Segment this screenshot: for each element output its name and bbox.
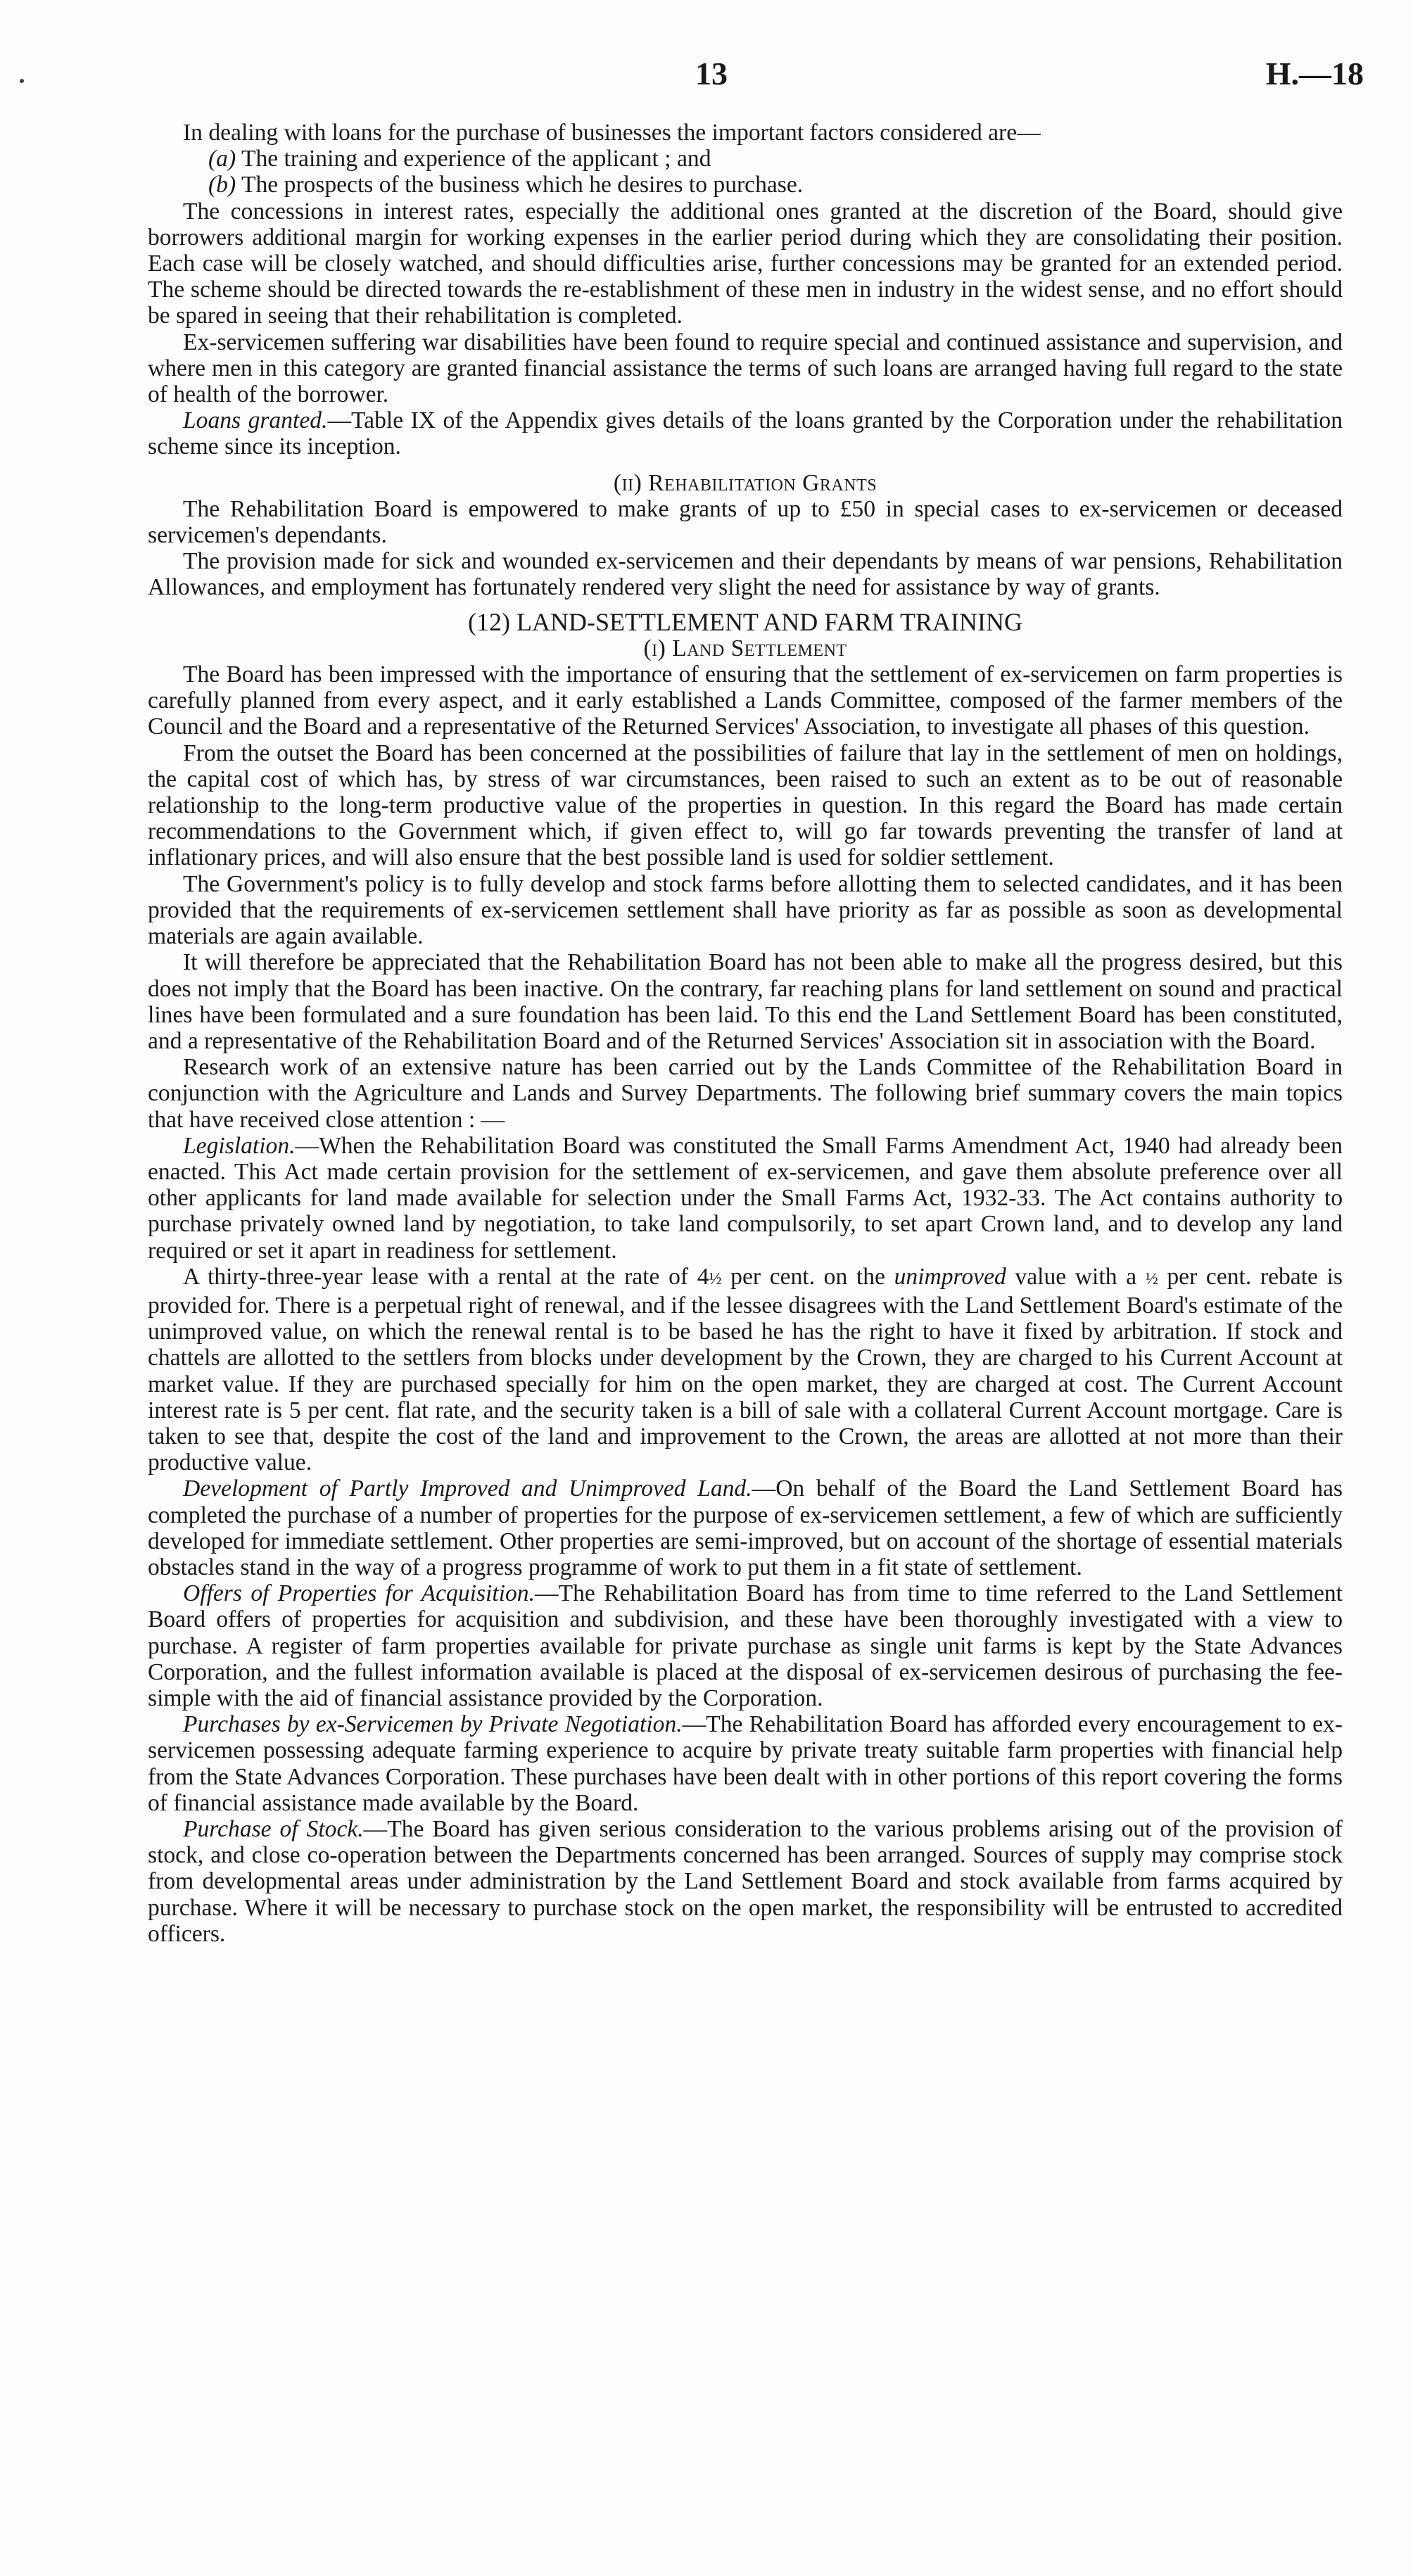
paragraph-text: —The Board has given serious consideration to the various problems arising out of the provision of stock, and close co-operation between the Departments concerned has been arranged. Sources of supply may comprise stock from developmental areas under administration by the Land Settlement Board and stock available from farms acquired by purchase. Where it will be necessary to purchase stock on the open market, the responsibility will be entrusted to accredited officers. (148, 1816, 1343, 1947)
paragraph-text: —On behalf of the Board the Land Settlement Board has completed the purchase of a number of properties for the purpose of ex-servicemen settlement, a few of which are sufficiently developed for immediate settlement. Other properties are semi-improved, but on account of the shortage of essential materials obstacles stand in the way of a progress programme of work to put them in a fit state of settlement. (148, 1476, 1343, 1580)
margin-dot (20, 79, 24, 83)
list-item-a (148, 146, 1343, 172)
paragraph-text: —The Rehabilitation Board has from time to time referred to the Land Settlement Board offers of properties for acquisition and subdivision, and these have been thoroughly investigated with a view to purchase. A register of farm properties available for private purchase as single unit farms is kept by the State Advances Corporation, and the fullest information available is placed at the disposal of ex-servicemen desirous of purchasing the fee-simple with the aid of financial assistance provided by the Corporation. (148, 1580, 1343, 1711)
paragraph-government-policy: The Government's policy is to fully develop and stock farms before allotting them to selected candidates, and it has been provided that the requirements of ex-servicemen settlement shall have priority as far as possible as soon as developmental materials are again available. (148, 870, 1343, 950)
paragraph-disabilities: Ex-servicemen suffering war disabilities have been found to require special and continued assistance and supervision, and where men in this category are granted financial assistance the terms of such loans are arranged having full regard to the state of health of the borrower. (148, 329, 1343, 408)
list-item-b (148, 172, 1343, 198)
fraction: ½ (1145, 1269, 1158, 1288)
paragraph-offers (148, 1580, 1343, 1711)
document-reference: H.—18 (1265, 56, 1364, 91)
paragraph-development (148, 1476, 1343, 1580)
paragraph-lands-committee: The Board has been impressed with the importance of ensuring that the settlement of ex-servicemen on farm properties is carefully planned from every aspect, and it early established a Lands Committee, composed of the farmer members of the Council and the Board and a representative of the Returned Services' Association, to investigate all phases of this question. (148, 661, 1343, 740)
page-number: 13 (695, 56, 728, 91)
heading-rehabilitation-grants: (ii) Rehabilitation Grants (613, 469, 877, 496)
run-in-heading: Loans granted. (183, 407, 328, 434)
fraction: ½ (709, 1269, 722, 1288)
paragraph-private-negotiation (148, 1711, 1343, 1816)
text-run: value with a (1006, 1263, 1146, 1290)
paragraph-research: Research work of an extensive nature has been carried out by the Lands Committee of the Rehabilitation Board in conjunction with the Agriculture and Lands and Survey Departments. The following brief summary covers the main topics that have received close attention : — (148, 1054, 1343, 1133)
paragraph-grants-power: The Rehabilitation Board is empowered to make grants of up to £50 in special cases to ex-servicemen or deceased servicemen's dependants. (148, 495, 1343, 549)
heading-land-settlement: (i) Land Settlement (643, 635, 847, 661)
run-in-heading: Development of Partly Improved and Unimproved Land. (183, 1476, 752, 1502)
run-in-heading: Offers of Properties for Acquisition. (183, 1580, 535, 1607)
run-in-heading: Legislation. (183, 1132, 296, 1159)
paragraph-text: —The Rehabilitation Board has afforded every encouragement to ex-servicemen possessing adequate farming experience to acquire by private treaty suitable farm properties with financial help from the State Advances Corporation. These purchases have been dealt with in other portions of this report covering the forms of financial assistance made available by the Board. (148, 1711, 1343, 1816)
list-item-a-label: (a) (208, 146, 236, 172)
paragraph-text: —When the Rehabilitation Board was constituted the Small Farms Amendment Act, 1940 had already been enacted. This Act made certain provision for the settlement of ex-servicemen, and gave them absolute preference over all other applicants for land made available for selection under the Small Farms Act, 1932-33. The Act contains authority to purchase privately owned land by negotiation, to take land compulsorily, to set apart Crown land, and to develop any land required or set it apart in readiness for settlement. (148, 1132, 1343, 1264)
paragraph-purchase-stock (148, 1816, 1343, 1947)
paragraph-concessions: The concessions in interest rates, especially the additional ones granted at the discretion of the Board, should give borrowers additional margin for working expenses in the earlier period during which they are consolidating their position. Each case will be closely watched, and should difficulties arise, further concessions may be granted for an extended period. The scheme should be directed towards the re-establishment of these men in industry in the widest sense, and no effort should be spared in seeing that their rehabilitation is completed. (148, 198, 1343, 329)
paragraph-loans-intro: In dealing with loans for the purchase of businesses the important factors considered are— (183, 120, 1041, 146)
paragraph-legislation (148, 1133, 1343, 1264)
paragraph-loans-granted (148, 407, 1343, 459)
paragraph-grants-provision: The provision made for sick and wounded ex-servicemen and their dependants by means of war pensions, Rehabilitation Allowances, and employment has fortunately rendered very slight the need for assistance by way of grants. (148, 548, 1343, 601)
list-item-b-text: The prospects of the business which he desires to purchase. (236, 172, 804, 198)
text-run: A thirty-three-year lease with a rental at the rate of 4 (183, 1263, 709, 1290)
paragraph-progress: It will therefore be appreciated that the Rehabilitation Board has not been able to make all the progress desired, but this does not imply that the Board has been inactive. On the contrary, far reaching plans for land settlement on sound and practical lines have been formulated and a sure foundation has been laid. To this end the Land Settlement Board has been constituted, and a representative of the Rehabilitation Board and of the Returned Services' Association sit in association with the Board. (148, 949, 1343, 1054)
paragraph-outset: From the outset the Board has been concerned at the possibilities of failure that lay in the settlement of men on holdings, the capital cost of which has, by stress of war circumstances, been raised to such an extent as to be out of reasonable relationship to the long-term productive value of the properties in question. In this regard the Board has made certain recommendations to the Government which, if given effect to, will go far towards preventing the transfer of land at inflationary prices, and will also ensure that the best possible land is used for soldier settlement. (148, 740, 1343, 871)
paragraph-text: —Table IX of the Appendix gives details of the loans granted by the Corporation under the rehabilitation scheme since its inception. (148, 407, 1343, 460)
run-in-heading: Purchases by ex-Servicemen by Private Negotiation. (183, 1711, 683, 1738)
heading-land-settlement-farm-training: (12) LAND-SETTLEMENT AND FARM TRAINING (468, 607, 1022, 636)
text-run: per cent. rebate is provided for. There is a perpetual right of renewal, and if the lessee disagrees with the Land Settlement Board's estimate of the unimproved value, on which the renewal rental is to be based he has the right to have it fixed by arbitration. If stock and chattels are allotted to the settlers from blocks under development by the Crown, they are charged to his Current Account at market value. If they are purchased specially for him on the open market, they are charged at cost. The Current Account interest rate is 5 per cent. flat rate, and the security taken is a bill of sale with a collateral Current Account mortgage. Care is taken to see that, despite the cost of the land and improvement to the Crown, the areas are allotted at not more than their productive value. (148, 1263, 1343, 1476)
paragraph-lease (148, 1264, 1343, 1476)
list-item-a-text: The training and experience of the applicant ; and (236, 146, 711, 172)
run-in-heading: Purchase of Stock. (183, 1816, 364, 1842)
list-item-b-label: (b) (208, 172, 236, 198)
emphasis: unimproved (894, 1263, 1006, 1290)
text-run: per cent. on the (721, 1263, 894, 1290)
document-body (148, 120, 1343, 1947)
